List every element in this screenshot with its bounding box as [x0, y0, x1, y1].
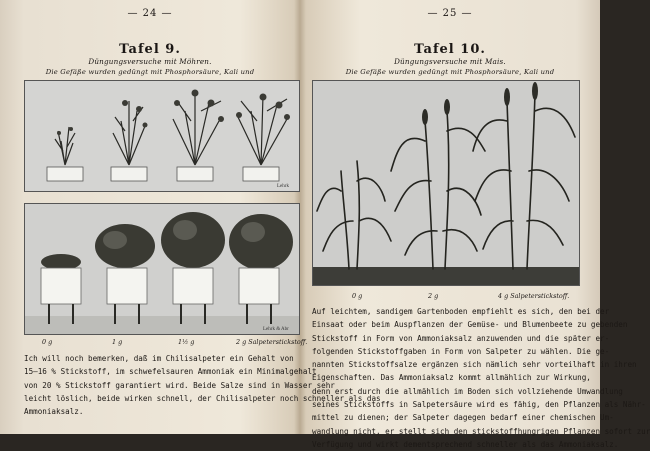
text-line: 15—16 % Stickstoff, im schwefelsauren Ammoniak ein Minimalgehalt	[24, 367, 317, 377]
caption-1-5g: 1½ g	[178, 338, 195, 346]
right-body-text	[312, 305, 650, 451]
caption-2g: 2 g	[428, 292, 439, 300]
text-line: leicht löslich, beide wirken schnell, der Chilisalpeter noch schneller als das	[24, 393, 381, 403]
text-line: seines Stickstoffs in Salpetersäure wird es fähig, den Pflanzen als Nähr-	[312, 400, 646, 410]
caption-1g: 1 g	[112, 338, 123, 346]
text-line: Ammoniaksalz.	[24, 407, 84, 417]
text-line: Verfügung und wirkt dementsprechend schneller als das Ammoniaksalz.	[312, 439, 619, 449]
caption-4g: 4 g Salpeterstickstoff.	[498, 292, 570, 300]
text-line: wandlung nicht, er stellt sich den stickstoffhungrigen Pflanzen sofort zur	[312, 426, 650, 436]
caption-0g: 0 g	[352, 292, 363, 300]
plate-title: Tafel 9.	[119, 42, 181, 57]
caption-2g: 2 g Salpeterstickstoff.	[236, 338, 308, 346]
text-line: Einsaat oder beim Auspflanzen der Gemüse- und Blumenbeete zu gebenden	[312, 320, 628, 330]
page-number: — 25 —	[427, 8, 473, 19]
text-line: folgenden Stickstoffgaben in Form von Salpeter zu wählen. Die ge-	[312, 346, 610, 356]
signature-top: Lehrk	[277, 184, 289, 189]
plate-subtitle: Düngungsversuche mit Möhren.	[88, 57, 212, 66]
right-page	[300, 0, 650, 449]
photo-maize	[312, 80, 580, 286]
text-line: Auf leichtem, sandigem Gartenboden empfiehlt es sich, den bei der	[312, 307, 610, 316]
text-line: Stickstoff in Form von Ammoniaksalz anzuwenden und die später er-	[312, 333, 610, 343]
plate-description: Die Gefäße wurden gedüngt mit Phosphorsäure, Kali und	[45, 68, 255, 76]
photo-carrots-bottom	[24, 203, 300, 335]
left-body-text	[24, 352, 381, 418]
text-line: mittel zu dienen; der Salpeter dagegen bedarf einer chemischen Um-	[312, 413, 614, 423]
text-line: Ich will noch bemerken, daß im Chilisalpeter ein Gehalt von	[24, 354, 294, 363]
text-line: nannten Stickstoffsalze ergänzen sich nämlich sehr vorteilhaft in ihren	[312, 360, 637, 370]
plate-subtitle: Düngungsversuche mit Mais.	[394, 57, 506, 66]
plate-description: Die Gefäße wurden gedüngt mit Phosphorsäure, Kali und	[345, 68, 555, 76]
caption-0g: 0 g	[42, 338, 53, 346]
text-line: von 20 % Stickstoff garantiert wird. Beide Salze sind in Wasser sehr	[24, 380, 335, 390]
plate-title: Tafel 10.	[414, 42, 486, 57]
text-line: Eigenschaften. Das Ammoniaksalz kommt allmählich zur Wirkung,	[312, 373, 591, 383]
text-line: denn erst durch die allmählich im Boden sich vollziehende Umwandlung	[312, 386, 623, 396]
signature-bottom: Lehrk & Abr	[263, 327, 289, 332]
page-number: — 24 —	[127, 8, 173, 19]
photo-carrots-top	[24, 80, 300, 192]
